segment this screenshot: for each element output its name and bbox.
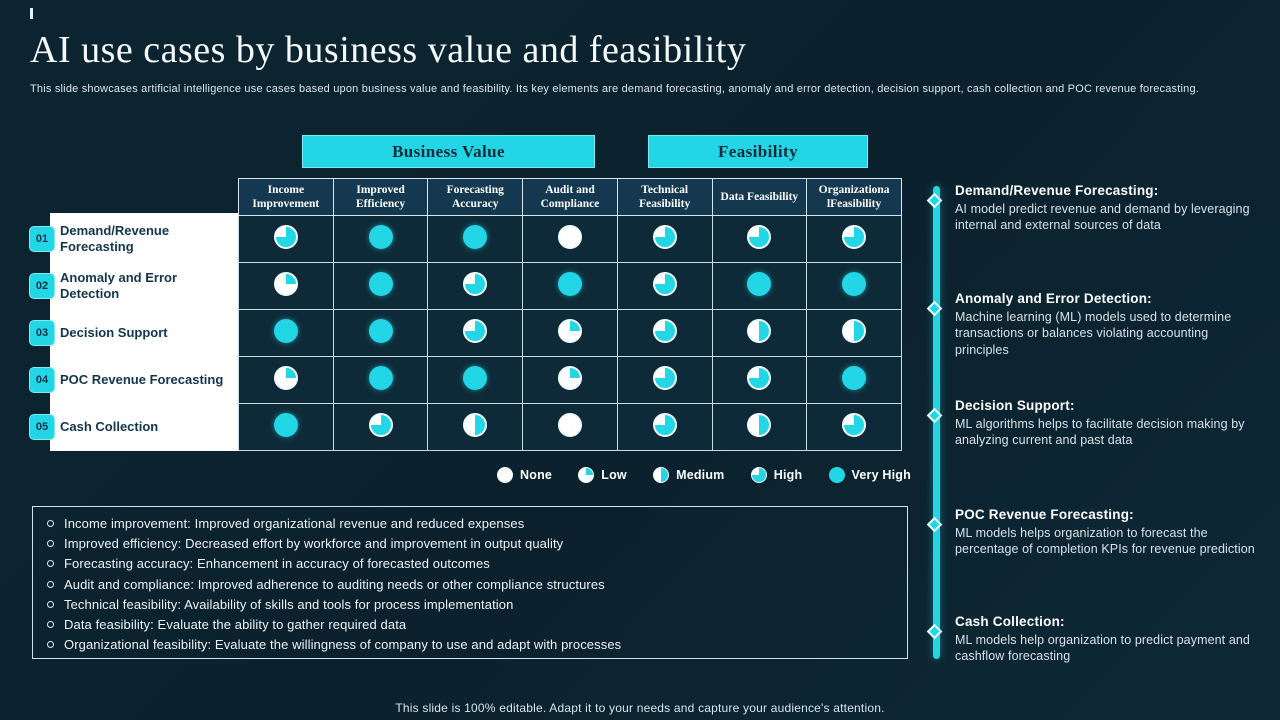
matrix-cell-r4c1 xyxy=(239,357,334,404)
matrix-cell-r4c6 xyxy=(712,357,807,404)
harvey-ball-very_high xyxy=(747,272,771,296)
matrix-cell-r2c5 xyxy=(617,263,712,310)
harvey-ball-very_high xyxy=(369,366,393,390)
harvey-ball-high xyxy=(842,225,866,249)
matrix-cell-r4c5 xyxy=(617,357,712,404)
harvey-ball-very_high xyxy=(558,272,582,296)
use-case-heading: Anomaly and Error Detection: xyxy=(955,291,1152,306)
bullet-icon xyxy=(47,560,54,567)
definition-text: Organizational feasibility: Evaluate the willingness of company to use and adapt with processes xyxy=(64,637,622,653)
harvey-ball-high xyxy=(653,413,677,437)
row-number-badge: 02 xyxy=(29,273,55,299)
row-number-badge: 03 xyxy=(29,320,55,346)
legend-label: Very High xyxy=(851,468,911,482)
row-label: POC Revenue Forecasting xyxy=(60,371,224,387)
group-header-business-value: Business Value xyxy=(302,135,595,168)
column-header-5: Data Feasibility xyxy=(712,179,807,216)
use-case-section-4 xyxy=(955,614,1263,665)
use-case-heading: Cash Collection: xyxy=(955,614,1065,629)
definition-text: Data feasibility: Evaluate the ability to gather required data xyxy=(64,616,407,632)
rating-legend xyxy=(497,461,911,489)
column-header-4: Technical Feasibility xyxy=(617,179,712,216)
page-subtitle: This slide showcases artificial intelligence use cases based upon business value and feasibility. Its key elements are demand forecasting, anomaly and error detection, decision support, cash collection and POC revenue forecasting. xyxy=(30,83,1200,95)
harvey-ball-medium xyxy=(747,319,771,343)
definition-item-3 xyxy=(45,577,897,597)
harvey-ball-high xyxy=(463,319,487,343)
harvey-ball-low xyxy=(558,366,582,390)
definition-text: Audit and compliance: Improved adherence to auditing needs or other compliance structures xyxy=(64,576,605,592)
legend-item-medium xyxy=(653,467,724,483)
matrix-cell-r5c5 xyxy=(617,404,712,451)
harvey-ball-low xyxy=(274,272,298,296)
matrix-cell-r1c5 xyxy=(617,216,712,263)
legend-item-very_high xyxy=(829,467,911,483)
harvey-ball-high xyxy=(842,413,866,437)
harvey-ball-high xyxy=(653,366,677,390)
bullet-icon xyxy=(47,641,54,648)
matrix-cell-r5c3 xyxy=(428,404,523,451)
matrix-row-02 xyxy=(239,263,902,310)
matrix-cell-r4c2 xyxy=(333,357,428,404)
matrix-cell-r1c6 xyxy=(712,216,807,263)
definition-text: Income improvement: Improved organizational revenue and reduced expenses xyxy=(64,516,525,531)
row-label: Demand/Revenue Forecasting xyxy=(60,222,170,254)
definition-item-0 xyxy=(45,516,897,536)
use-case-body: ML models help organization to predict payment and cashflow forecasting xyxy=(955,633,1250,664)
row-number-badge: 04 xyxy=(29,367,55,393)
matrix-header-row xyxy=(239,179,902,216)
column-header-0: Income Improvement xyxy=(239,179,334,216)
page-title: AI use cases by business value and feasibility xyxy=(30,29,747,71)
harvey-ball-high xyxy=(463,272,487,296)
matrix-cell-r4c4 xyxy=(523,357,618,404)
column-header-1: Improved Efficiency xyxy=(333,179,428,216)
legend-ball-very_high xyxy=(829,467,845,483)
definition-item-1 xyxy=(45,536,897,556)
harvey-ball-medium xyxy=(463,413,487,437)
legend-ball-none xyxy=(497,467,513,483)
use-case-row-04 xyxy=(35,356,238,403)
matrix-cell-r1c7 xyxy=(807,216,902,263)
use-case-section-1 xyxy=(955,291,1263,358)
definition-text: Improved efficiency: Decreased effort by workforce and improvement in output quality xyxy=(64,536,564,552)
use-case-row-01 xyxy=(35,215,238,262)
definition-item-4 xyxy=(45,597,897,617)
legend-item-low xyxy=(578,467,627,483)
row-number-badge: 05 xyxy=(29,414,55,440)
column-header-2: Forecasting Accuracy xyxy=(428,179,523,216)
harvey-ball-high xyxy=(653,272,677,296)
use-case-row-03 xyxy=(35,309,238,356)
matrix-row-05 xyxy=(239,404,902,451)
matrix-cell-r2c6 xyxy=(712,263,807,310)
harvey-ball-high xyxy=(653,225,677,249)
column-header-6: Organizationa lFeasibility xyxy=(807,179,902,216)
row-label: Anomaly and Error Detection xyxy=(60,269,178,301)
use-case-heading: Demand/Revenue Forecasting: xyxy=(955,183,1159,198)
legend-ball-low xyxy=(578,467,594,483)
harvey-ball-high xyxy=(653,319,677,343)
legend-item-high xyxy=(751,467,803,483)
matrix-cell-r1c1 xyxy=(239,216,334,263)
bullet-icon xyxy=(47,581,54,588)
harvey-ball-high xyxy=(369,413,393,437)
row-label: Cash Collection xyxy=(60,418,159,434)
harvey-ball-medium xyxy=(842,319,866,343)
use-case-body: Machine learning (ML) models used to determine transactions or balances violating accounting principles xyxy=(955,310,1232,357)
matrix-cell-r3c5 xyxy=(617,310,712,357)
matrix-cell-r2c2 xyxy=(333,263,428,310)
use-case-section-3 xyxy=(955,507,1263,558)
matrix-cell-r4c3 xyxy=(428,357,523,404)
matrix-table xyxy=(238,178,902,451)
matrix-cell-r1c2 xyxy=(333,216,428,263)
harvey-ball-very_high xyxy=(463,225,487,249)
harvey-ball-medium xyxy=(747,413,771,437)
matrix-cell-r5c7 xyxy=(807,404,902,451)
row-number-badge: 01 xyxy=(29,226,55,252)
row-label: Decision Support xyxy=(60,324,168,340)
bullet-icon xyxy=(47,520,54,527)
legend-label: High xyxy=(773,468,803,482)
harvey-ball-very_high xyxy=(842,366,866,390)
matrix-cell-r3c3 xyxy=(428,310,523,357)
matrix-row-01 xyxy=(239,216,902,263)
harvey-ball-none xyxy=(558,413,582,437)
legend-item-none xyxy=(497,467,552,483)
matrix-cell-r2c7 xyxy=(807,263,902,310)
matrix-cell-r3c7 xyxy=(807,310,902,357)
footer-note: This slide is 100% editable. Adapt it to your needs and capture your audience's attention. xyxy=(395,701,885,715)
column-header-3: Audit and Compliance xyxy=(523,179,618,216)
harvey-ball-very_high xyxy=(274,319,298,343)
matrix-cell-r1c4 xyxy=(523,216,618,263)
matrix-row-04 xyxy=(239,357,902,404)
harvey-ball-high xyxy=(274,225,298,249)
definition-item-5 xyxy=(45,617,897,637)
definition-text: Forecasting accuracy: Enhancement in accuracy of forecasted outcomes xyxy=(64,556,490,572)
definitions-box xyxy=(32,506,908,659)
matrix-cell-r1c3 xyxy=(428,216,523,263)
matrix-cell-r3c2 xyxy=(333,310,428,357)
harvey-ball-high xyxy=(747,225,771,249)
harvey-ball-very_high xyxy=(369,319,393,343)
use-case-body: AI model predict revenue and demand by leveraging internal and external sources of data xyxy=(955,202,1250,233)
harvey-ball-low xyxy=(274,366,298,390)
definition-text: Technical feasibility: Availability of skills and tools for process implementation xyxy=(64,596,514,612)
legend-ball-high xyxy=(751,467,767,483)
matrix-cell-r3c6 xyxy=(712,310,807,357)
harvey-ball-very_high xyxy=(274,413,298,437)
use-case-section-0 xyxy=(955,183,1263,234)
legend-label: Low xyxy=(601,468,627,482)
use-case-row-05 xyxy=(35,403,238,450)
matrix-cell-r3c1 xyxy=(239,310,334,357)
use-case-row-02 xyxy=(35,262,238,309)
legend-label: Medium xyxy=(676,468,725,482)
row-labels-panel xyxy=(35,213,238,451)
matrix-cell-r2c1 xyxy=(239,263,334,310)
matrix-cell-r3c4 xyxy=(523,310,618,357)
harvey-ball-low xyxy=(558,319,582,343)
legend-ball-medium xyxy=(653,467,669,483)
use-case-section-2 xyxy=(955,398,1263,449)
bullet-icon xyxy=(47,621,54,628)
bullet-icon xyxy=(47,540,54,547)
harvey-ball-none xyxy=(558,225,582,249)
legend-label: None xyxy=(520,468,553,482)
harvey-ball-very_high xyxy=(463,366,487,390)
matrix-cell-r5c2 xyxy=(333,404,428,451)
group-header-feasibility: Feasibility xyxy=(648,135,868,168)
harvey-ball-very_high xyxy=(369,225,393,249)
matrix-cell-r2c3 xyxy=(428,263,523,310)
use-case-body: ML algorithms helps to facilitate decision making by analyzing current and past data xyxy=(955,417,1245,448)
harvey-ball-very_high xyxy=(842,272,866,296)
use-case-heading: POC Revenue Forecasting: xyxy=(955,507,1134,522)
matrix-cell-r4c7 xyxy=(807,357,902,404)
definition-item-2 xyxy=(45,556,897,576)
corner-accent-line xyxy=(30,8,33,19)
harvey-ball-high xyxy=(747,366,771,390)
bullet-icon xyxy=(47,601,54,608)
use-case-body: ML models helps organization to forecast the percentage of completion KPIs for revenue prediction xyxy=(955,526,1255,557)
harvey-ball-very_high xyxy=(369,272,393,296)
use-case-heading: Decision Support: xyxy=(955,398,1075,413)
matrix-row-03 xyxy=(239,310,902,357)
definition-item-6 xyxy=(45,637,897,657)
matrix-cell-r5c6 xyxy=(712,404,807,451)
matrix-cell-r2c4 xyxy=(523,263,618,310)
matrix-cell-r5c4 xyxy=(523,404,618,451)
matrix-cell-r5c1 xyxy=(239,404,334,451)
